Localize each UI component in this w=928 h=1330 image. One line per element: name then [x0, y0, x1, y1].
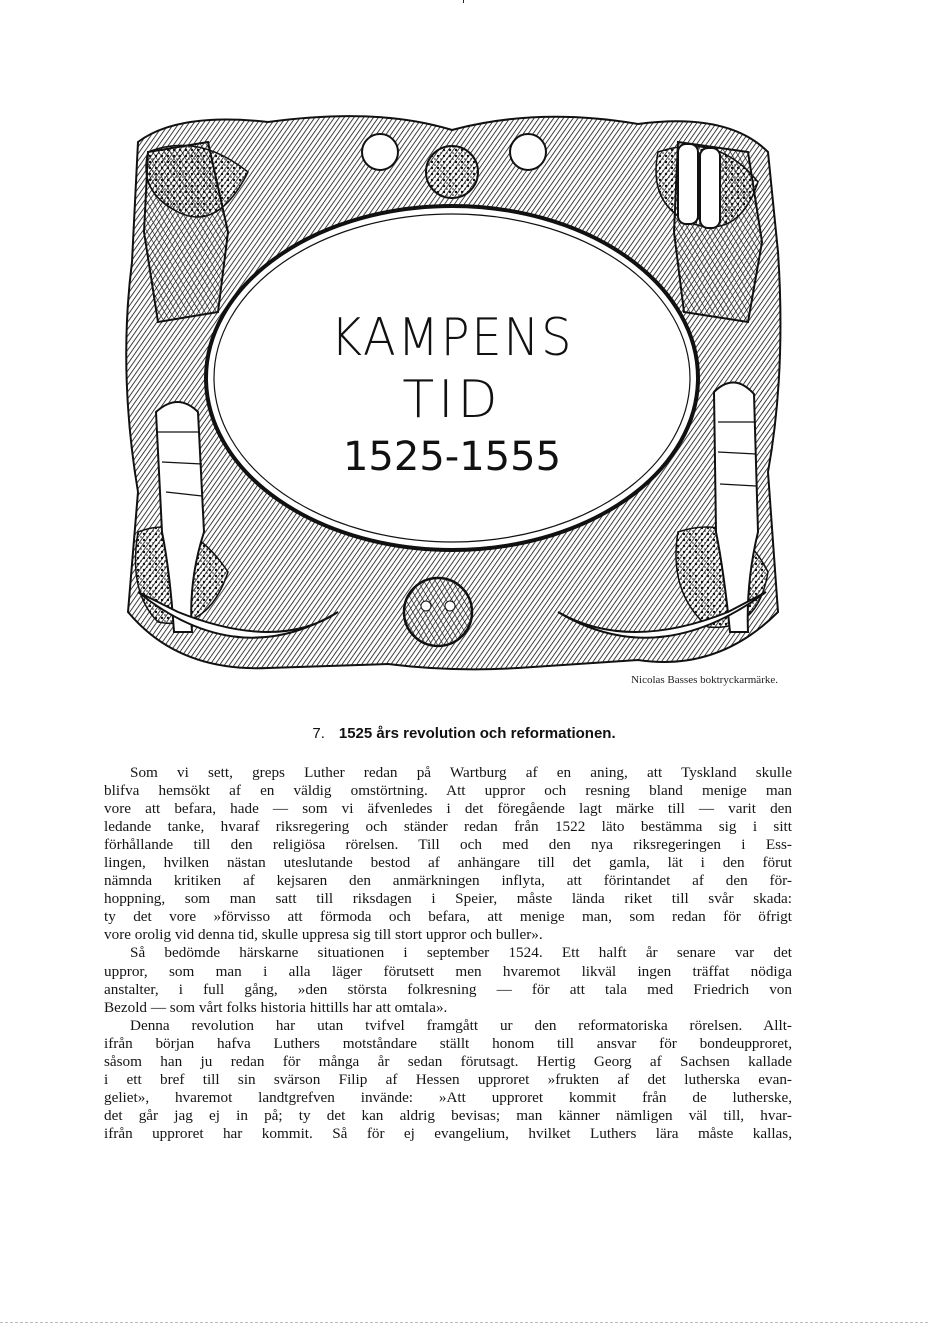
text-line: ty det vore »förvisso att förmoda och befara, att menige man, som redan för öfrigt: [104, 908, 792, 926]
text-line: vore orolig vid denna tid, skulle uppresa sig till stort uppror och buller».: [104, 926, 543, 944]
cartouche-title: [118, 112, 786, 672]
text-line: Bezold — som vårt folks historia hittills har att omtala».: [104, 998, 448, 1016]
text-line: ifrån början hafva Luthers motståndare ställt honom till ansvar för bondeupproret,: [104, 1034, 792, 1052]
title-tid: TID: [402, 370, 502, 430]
text-line: blifva hemsökt af en väldig omstörtning. Att uppror och resning bland menige man: [104, 782, 792, 800]
scan-top-edge: [0, 0, 928, 2]
text-line: hoppning, som man satt till riksdagen i Speier, måste lända riket till svår skada:: [104, 890, 792, 908]
text-line: i ett bref till sin svärson Filip af Hessen upproret »frukten af det lutherska evan-: [104, 1070, 792, 1088]
text-line: det går jag ej in på; ty det kan aldrig bevisas; man känner nämligen väl till, hvar-: [104, 1106, 792, 1124]
body-text: [104, 764, 792, 1143]
text-line: Som vi sett, greps Luther redan på Wartburg af en aning, att Tyskland skulle: [130, 764, 792, 781]
text-line: förhållande till den religiösa rörelsen. Till och med den nya riksregeringen i Ess-: [104, 836, 792, 854]
text-line: vore att befara, hade — som vi äfvenledes i det föregående lagt märke till — varit den: [104, 800, 792, 818]
woodcut-printer-mark: [118, 112, 786, 672]
text-line: lingen, hvilken nästan uteslutande bestod af anhängare till det gamla, lät i den förut: [104, 854, 792, 872]
text-line: såsom han ju redan för många år sedan förutsagt. Hertig Georg af Sachsen kallade: [104, 1052, 792, 1070]
chapter-number: 7.: [312, 725, 325, 742]
text-line: Denna revolution har utan tvifvel framgått ur den reformatoriska rörelsen. Allt-: [130, 1016, 792, 1034]
text-line: anstalter, i full gång, »den största folkresning — för att tala med Friedrich von: [104, 980, 792, 998]
chapter-heading: [0, 725, 928, 742]
figure-caption: Nicolas Basses boktryckarmärke.: [631, 674, 778, 686]
text-line: Så bedömde härskarne situationen i september 1524. Ett halft år senare var det: [130, 944, 792, 962]
text-line: ifrån upproret har kommit. Så för ej evangelium, hvilket Luthers lära måste kallas,: [104, 1124, 792, 1142]
text-line: geliet», hvaremot landtgrefven invände: »Att upproret kommit från de lutherske,: [104, 1088, 792, 1106]
text-line: ledande tanke, hvaraf riksregering och ständer redan från 1522 läto bestämma sig i sitt: [104, 818, 792, 836]
text-line: nämnda kritiken af kejsaren den anmärkningen inflyta, att förintandet af den för-: [104, 872, 792, 890]
scan-bottom-edge: [0, 1322, 928, 1324]
title-kampens: KAMPENS: [330, 308, 574, 368]
title-years: 1525-1555: [342, 434, 562, 480]
text-line: uppror, som man i alla läger förutsett men hvaremot likväl ingen träffat nödiga: [104, 962, 792, 980]
chapter-title: 1525 års revolution och reformationen.: [338, 725, 616, 742]
